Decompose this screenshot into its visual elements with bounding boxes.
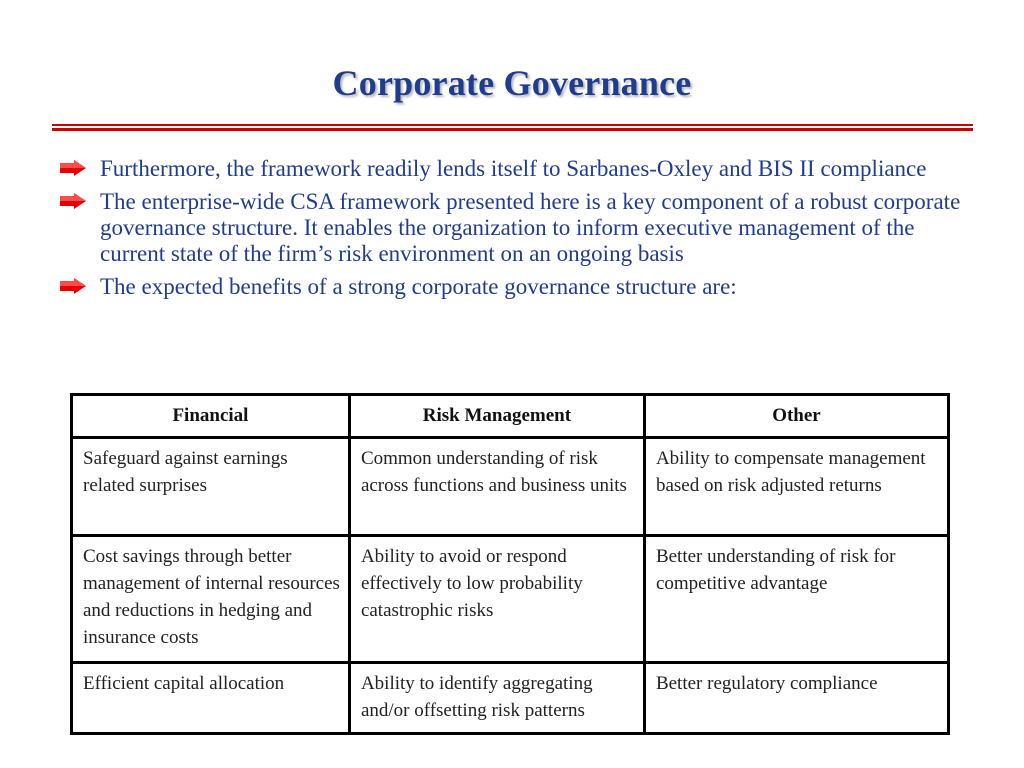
bullet-item bbox=[58, 189, 968, 267]
table-row bbox=[72, 663, 949, 734]
slide-title: Corporate Governance bbox=[332, 63, 692, 103]
bullet-text: The enterprise-wide CSA framework presented here is a key component of a robust corporate governance structure. It enables the organization to inform executive management of the current state of the firm’s risk environment on an ongoing basis bbox=[100, 189, 961, 266]
bullet-list bbox=[58, 156, 968, 307]
title-divider-line bbox=[52, 124, 973, 126]
bullet-text: The expected benefits of a strong corporate governance structure are: bbox=[100, 274, 737, 299]
benefits-table bbox=[70, 393, 950, 735]
bullet-item bbox=[58, 274, 968, 300]
bullet-item bbox=[58, 156, 968, 182]
red-arrow-icon bbox=[60, 160, 86, 176]
table-cell: Ability to compensate management based on risk adjusted returns bbox=[644, 438, 948, 536]
table-cell: Ability to avoid or respond effectively to low probability catastrophic risks bbox=[349, 536, 644, 663]
title-divider-line-thick bbox=[52, 128, 973, 131]
header-financial: Financial bbox=[72, 395, 350, 438]
table-row bbox=[72, 536, 949, 663]
header-other: Other bbox=[644, 395, 948, 438]
table-cell: Ability to identify aggregating and/or offsetting risk patterns bbox=[349, 663, 644, 734]
table-header-row bbox=[72, 395, 949, 438]
bullet-text: Furthermore, the framework readily lends itself to Sarbanes-Oxley and BIS II compliance bbox=[100, 156, 927, 181]
table-row bbox=[72, 438, 949, 536]
header-risk-management: Risk Management bbox=[349, 395, 644, 438]
table-cell: Common understanding of risk across functions and business units bbox=[349, 438, 644, 536]
red-arrow-icon bbox=[60, 278, 86, 294]
table-cell: Safeguard against earnings related surprises bbox=[72, 438, 350, 536]
red-arrow-icon bbox=[60, 193, 86, 209]
table-cell: Better regulatory compliance bbox=[644, 663, 948, 734]
table-cell: Efficient capital allocation bbox=[72, 663, 350, 734]
table-cell: Cost savings through better management of internal resources and reductions in hedging and insurance costs bbox=[72, 536, 350, 663]
table-cell: Better understanding of risk for competitive advantage bbox=[644, 536, 948, 663]
